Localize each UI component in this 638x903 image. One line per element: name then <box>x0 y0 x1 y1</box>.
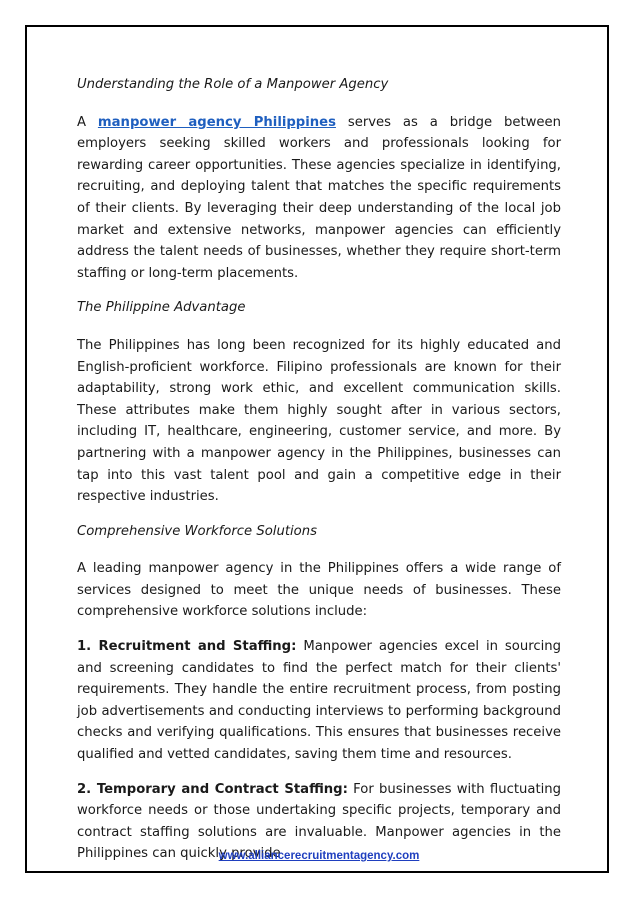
manpower-agency-link[interactable]: manpower agency Philippines <box>97 114 336 130</box>
list-item-recruitment-text: Manpower agencies excel in sourcing and screening candidates to find the perfect match for their clients' requirements. They handle the entire recruitment process, from posting job advertisements and conducting interviews to performing background checks and verifying qualifications. This ensures that businesses receive qualified and vetted candidates, saving them time and resources. <box>77 639 561 763</box>
paragraph-role-pre: A <box>77 114 98 130</box>
list-item-recruitment <box>77 636 561 766</box>
list-item-temporary-text: For businesses with fluctuating workforce needs or those undertaking specific projects, temporary and contract staffing solutions are invaluable. Manpower agencies in the Philippines can quickly provide <box>77 781 562 862</box>
paragraph-role <box>77 112 561 285</box>
footer-website-link[interactable]: www.alliancerecruitmentagency.com <box>218 850 420 862</box>
section-heading-role: Understanding the Role of a Manpower Agency <box>77 77 389 92</box>
document-body <box>77 74 561 878</box>
list-item-recruitment-title: 1. Recruitment and Staffing: <box>77 639 297 655</box>
footer <box>0 850 638 862</box>
section-heading-advantage: The Philippine Advantage <box>77 300 246 316</box>
paragraph-role-post: serves as a bridge between employers seeking skilled workers and professionals looking for rewarding career opportunities. These agencies specialize in identifying, recruiting, and deploying talent that matches the specific requirements of their clients. By leveraging their deep understanding of the local job market and extensive networks, manpower agencies can efficiently address the talent needs of businesses, whether they require short-term staffing or long-term placements. <box>77 114 561 281</box>
section-heading-solutions: Comprehensive Workforce Solutions <box>77 523 317 539</box>
paragraph-solutions: A leading manpower agency in the Philippines offers a wide range of services designed to meet the unique needs of businesses. These comprehensive workforce solutions include: <box>77 561 561 620</box>
paragraph-advantage: The Philippines has long been recognized for its highly educated and English-proficient workforce. Filipino professionals are known for their adaptability, strong work ethic, and excellent communication skills. These attributes make them highly sought after in various sectors, including IT, healthcare, engineering, customer service, and more. By partnering with a manpower agency in the Philippines, businesses can tap into this vast talent pool and gain a competitive edge in their respective industries. <box>77 337 561 505</box>
list-item-temporary-title: 2. Temporary and Contract Staffing: <box>77 781 348 797</box>
